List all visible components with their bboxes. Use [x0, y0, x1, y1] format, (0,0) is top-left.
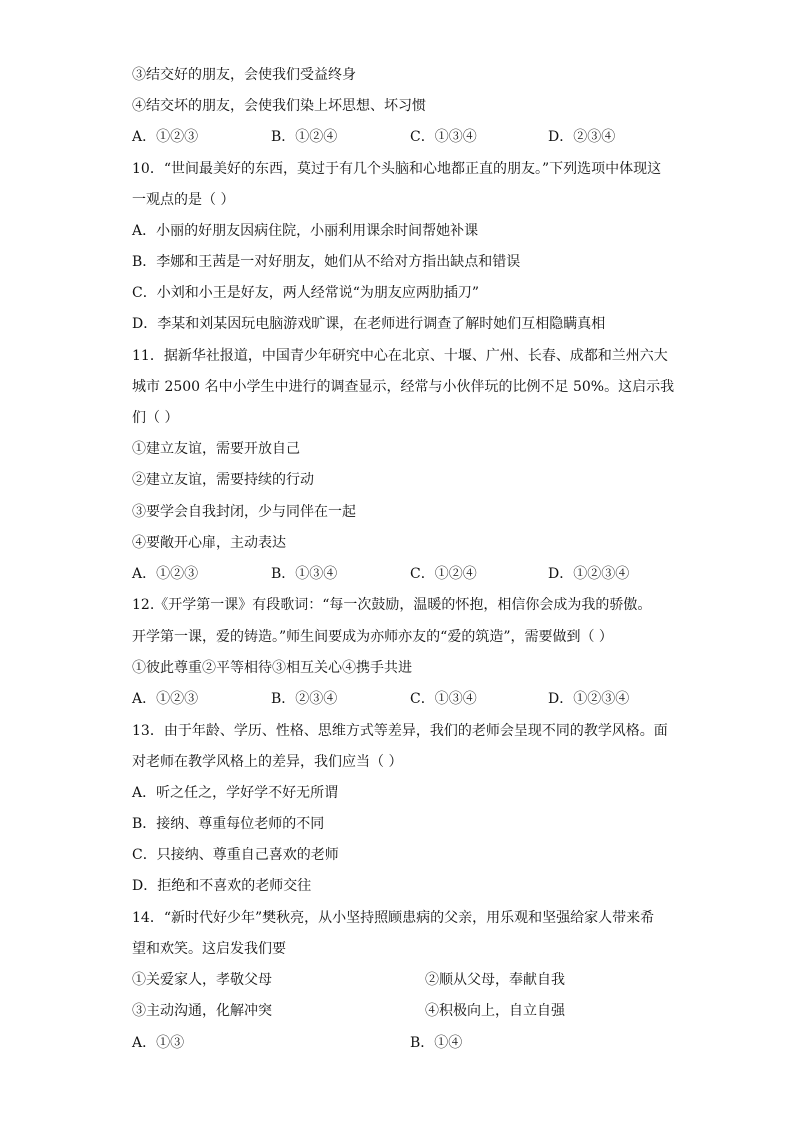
q12-stem-line-1: 12.《开学第一课》有段歌词：“每一次鼓励，温暖的怀抱，相信你会成为我的骄傲。: [132, 597, 652, 613]
q14-option-a: A．①③: [132, 1035, 185, 1051]
q14-option-b: B．①④: [410, 1035, 463, 1051]
q12-option-b: B．②③④: [271, 691, 338, 707]
q10-option-d: D．李某和刘某因玩电脑游戏旷课，在老师进行调查了解时她们互相隐瞒真相: [132, 316, 606, 332]
q11-option-d: D．①②③④: [548, 566, 630, 582]
q14-stem-line-2: 望和欢笑。这启发我们要: [132, 941, 286, 957]
q13-stem-line-1: 13．由于年龄、学历、性格、思维方式等差异，我们的老师会呈现不同的教学风格。面: [132, 723, 668, 739]
q10-option-c: C．小刘和小王是好友，两人经常说“为朋友应两肋插刀”: [132, 285, 480, 301]
q11-statement-4: ④要敞开心扉，主动表达: [132, 535, 286, 551]
q11-option-c: C．①②④: [410, 566, 477, 582]
q11-statement-3: ③要学会自我封闭，少与同伴在一起: [132, 504, 356, 520]
q12-option-d: D．①②③④: [548, 691, 630, 707]
q10-stem-line-2: 一观点的是（ ）: [132, 192, 235, 208]
q14-statement-2: ②顺从父母，奉献自我: [425, 972, 565, 988]
q11-statement-1: ①建立友谊，需要开放自己: [132, 441, 300, 457]
q11-option-a: A．①②③: [132, 566, 199, 582]
q10-option-b: B．李娜和王茜是一对好朋友，她们从不给对方指出缺点和错误: [132, 254, 521, 270]
q13-option-a: A．听之任之，学好学不好无所谓: [132, 785, 339, 801]
q11-stem-line-2: 城市 2500 名中小学生中进行的调查显示，经常与小伙伴玩的比例不足 50%。这启示我: [132, 379, 675, 395]
q12-statements: ①彼此尊重②平等相待③相互关心④携手共进: [132, 660, 412, 676]
q11-stem-line-3: 们（ ）: [132, 410, 179, 426]
q11-stem-line-1: 11．据新华社报道，中国青少年研究中心在北京、十堰、广州、长春、成都和兰州六大: [132, 348, 668, 364]
q13-option-d: D．拒绝和不喜欢的老师交往: [132, 878, 312, 894]
q10-option-a: A．小丽的好朋友因病住院，小丽利用课余时间帮她补课: [132, 223, 479, 239]
q12-stem-line-2: 开学第一课，爱的铸造。”师生间要成为亦师亦友的“爱的筑造”，需要做到（ ）: [132, 629, 613, 645]
q10-stem-line-1: 10．“世间最美好的东西，莫过于有几个头脑和心地都正直的朋友。”下列选项中体现这: [132, 161, 662, 177]
q14-statement-3: ③主动沟通，化解冲突: [132, 1003, 272, 1019]
q12-option-c: C．①③④: [410, 691, 477, 707]
q13-option-b: B．接纳、尊重每位老师的不同: [132, 816, 325, 832]
q11-statement-2: ②建立友谊，需要持续的行动: [132, 472, 314, 488]
q14-statement-1: ①关爱家人，孝敬父母: [132, 972, 272, 988]
q9-option-d: D．②③④: [548, 129, 616, 145]
q12-option-a: A．①②③: [132, 691, 199, 707]
q9-option-a: A．①②③: [132, 129, 199, 145]
q13-stem-line-2: 对老师在教学风格上的差异，我们应当（ ）: [132, 754, 403, 770]
q14-stem-line-1: 14．“新时代好少年”樊秋亮，从小坚持照顾患病的父亲，用乐观和坚强给家人带来希: [132, 910, 655, 926]
q13-option-c: C．只接纳、尊重自己喜欢的老师: [132, 847, 339, 863]
q9-option-b: B．①②④: [271, 129, 338, 145]
q9-statement-4: ④结交坏的朋友，会使我们染上坏思想、坏习惯: [132, 98, 426, 114]
q14-statement-4: ④积极向上，自立自强: [425, 1003, 565, 1019]
q11-option-b: B．①③④: [271, 566, 338, 582]
q9-statement-3: ③结交好的朋友，会使我们受益终身: [132, 67, 356, 83]
q9-option-c: C．①③④: [410, 129, 477, 145]
